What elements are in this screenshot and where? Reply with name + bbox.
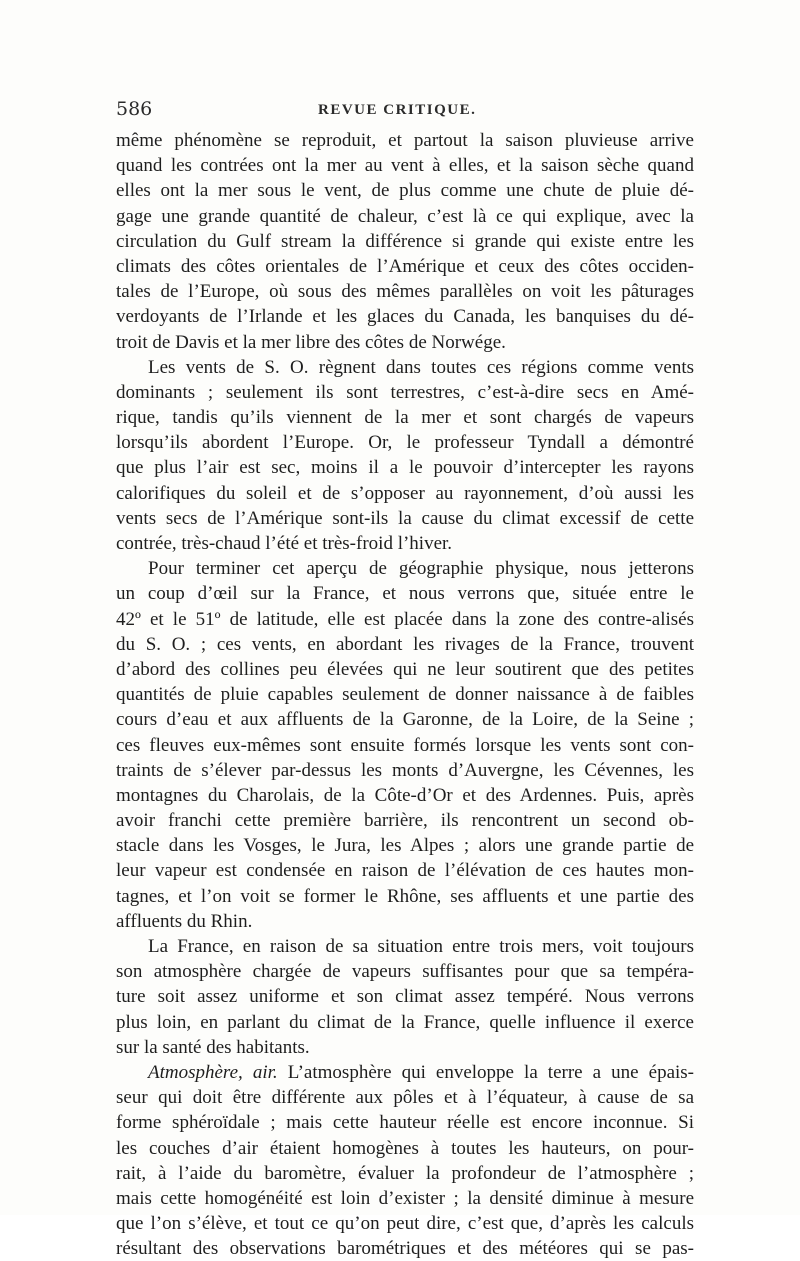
text-line: cours d’eau et aux affluents de la Garonne, de la Loire, de la Seine ; [116, 709, 694, 731]
text-line: quantités de pluie capables seulement de donner naissance à de faibles [116, 684, 694, 706]
text-line: affluents du Rhin. [116, 910, 253, 932]
text-line-rest: L’atmosphère qui enveloppe la terre a une épais- [277, 1061, 694, 1083]
page-number: 586 [116, 98, 153, 120]
text-line: avoir franchi cette première barrière, ils rencontrent un second ob- [116, 810, 694, 832]
text-line: leur vapeur est condensée en raison de l’élévation de ces hautes mon- [116, 860, 694, 882]
text-line: ces fleuves eux-mêmes sont ensuite formés lorsque les vents sont con- [116, 734, 694, 756]
paragraph-continuation [116, 128, 694, 355]
running-title: REVUE CRITIQUE. [318, 102, 477, 118]
text-line: traints de s’élever par-dessus les monts d’Auvergne, les Cévennes, les [116, 759, 694, 781]
text-line: ture soit assez uniforme et son climat assez tempéré. Nous verrons [116, 986, 694, 1008]
text-line: calorifiques du soleil et de s’opposer au rayonnement, d’où aussi les [116, 482, 694, 504]
section-lead-italic: Atmosphère, air. [148, 1061, 278, 1083]
text-line: tales de l’Europe, où sous des mêmes parallèles on voit les pâturages [116, 281, 694, 303]
text-line: plus loin, en parlant du climat de la France, quelle influence il exerce [116, 1011, 694, 1033]
text-line: rique, tandis qu’ils viennent de la mer et sont chargés de vapeurs [116, 407, 694, 429]
paragraph-france-geography [116, 556, 694, 934]
text-line: sur la santé des habitants. [116, 1036, 310, 1058]
body-text [116, 128, 694, 1261]
text-line: troit de Davis et la mer libre des côtes de Norwége. [116, 331, 506, 353]
text-line: rait, à l’aide du baromètre, évaluer la profondeur de l’atmosphère ; [116, 1162, 694, 1184]
text-line: les couches d’air étaient homogènes à toutes les hauteurs, on pour- [116, 1137, 694, 1159]
text-line: d’abord des collines peu élevées qui ne leur soutirent que des petites [116, 658, 694, 680]
text-line: circulation du Gulf stream la différence si grande qui existe entre les [116, 230, 694, 252]
text-line: Les vents de S. O. règnent dans toutes ces régions comme vents [148, 356, 694, 378]
text-line: stacle dans les Vosges, le Jura, les Alpes ; alors une grande partie de [116, 835, 694, 857]
text-line: même phénomène se reproduit, et partout la saison pluvieuse arrive [116, 130, 694, 151]
text-line: lorsqu’ils abordent l’Europe. Or, le professeur Tyndall a démontré [116, 432, 694, 454]
running-head [116, 98, 694, 124]
text-line: son atmosphère chargée de vapeurs suffisantes pour que sa tempéra- [116, 961, 694, 983]
text-line: Pour terminer cet aperçu de géographie physique, nous jetterons [148, 558, 694, 580]
text-line: gage une grande quantité de chaleur, c’est là ce qui explique, avec la [116, 205, 694, 227]
text-line: que plus l’air est sec, moins il a le pouvoir d’intercepter les rayons [116, 457, 694, 479]
text-line: contrée, très-chaud l’été et très-froid l’hiver. [116, 533, 453, 554]
text-line: que l’on s’élève, et tout ce qu’on peut dire, c’est que, d’après les calculs [116, 1213, 694, 1235]
text-line: elles ont la mer sous le vent, de plus comme une chute de pluie dé- [116, 180, 694, 202]
text-line: du S. O. ; ces vents, en abordant les rivages de la France, trouvent [116, 633, 694, 655]
text-line: un coup d’œil sur la France, et nous verrons que, située entre le [116, 583, 694, 605]
text-line: mais cette homogénéité est loin d’exister ; la densité diminue à mesure [116, 1187, 694, 1209]
paragraph-winds [116, 355, 694, 557]
text-line: La France, en raison de sa situation entre trois mers, voit toujours [148, 936, 694, 957]
text-line: vents secs de l’Amérique sont-ils la cause du climat excessif de cette [116, 507, 694, 529]
text-line: forme sphéroïdale ; mais cette hauteur réelle est encore inconnue. Si [116, 1112, 694, 1134]
text-line [116, 1060, 694, 1085]
text-line: climats des côtes orientales de l’Amérique et ceux des côtes occiden- [116, 255, 694, 277]
paragraph-atmosphere [116, 1060, 694, 1261]
text-line: quand les contrées ont la mer au vent à elles, et la saison sèche quand [116, 155, 694, 177]
text-line: montagnes du Charolais, de la Côte-d’Or et des Ardennes. Puis, après [116, 784, 694, 806]
paragraph-france-climate [116, 934, 694, 1060]
text-line: tagnes, et l’on voit se former le Rhône, ses affluents et une partie des [116, 885, 694, 907]
text-line: 42º et le 51º de latitude, elle est placée dans la zone des contre-alisés [116, 608, 694, 630]
text-line: seur qui doit être différente aux pôles et à l’équateur, à cause de sa [116, 1087, 694, 1109]
text-line: dominants ; seulement ils sont terrestres, c’est-à-dire secs en Amé- [116, 381, 694, 403]
text-line: résultant des observations barométriques et des météores qui se pas- [116, 1238, 694, 1260]
text-line: verdoyants de l’Irlande et les glaces du Canada, les banquises du dé- [116, 306, 694, 328]
